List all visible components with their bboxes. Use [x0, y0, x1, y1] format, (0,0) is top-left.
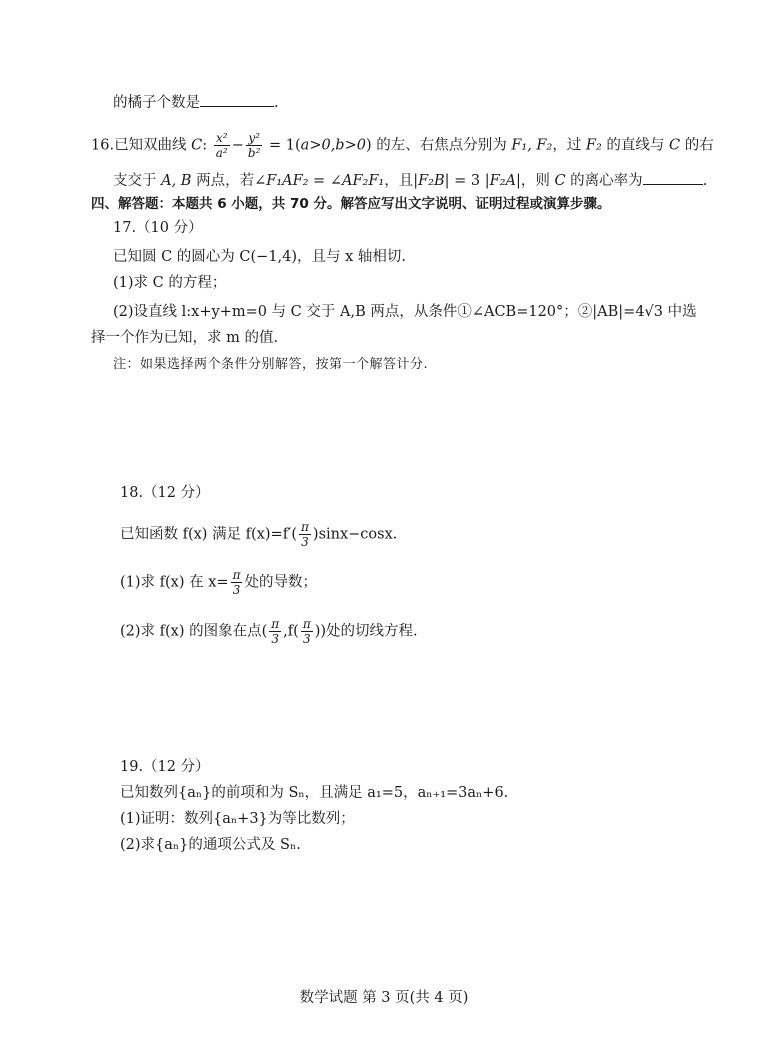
q19-part1: (1)证明：数列{aₙ+3}为等比数列；: [120, 811, 355, 827]
q16-line2: 支交于 A, B 两点，若∠F₁AF₂ = ∠AF₂F₁，且|F₂B| = 3 |F₂A|，则 C 的离心率为 .: [113, 170, 707, 191]
equation-eq: = 1: [264, 137, 295, 154]
q15-tail: 的橘子个数是 .: [113, 92, 279, 113]
fraction-pi-3: $\frac{\pi}{3}$: [301, 520, 309, 549]
answer-blank: [643, 170, 703, 185]
answer-blank: [200, 92, 274, 107]
q15-tail-text: 的橘子个数是: [113, 95, 200, 111]
q18-stem: 已知函数 f(x) 满足 f(x)=f′( $\frac{\pi}{3}$ )sinx−cosx.: [120, 520, 398, 549]
fraction-pi-3: $\frac{\pi}{3}$: [302, 617, 311, 646]
q18-part2: (2)求 f(x) 的图象在点( $\frac{\pi}{3}$ ,f( $\frac{\pi}{3}$ ))处的切线方程.: [120, 617, 418, 646]
q17-part2-cont: 择一个作为已知，求 m 的值.: [91, 330, 279, 346]
condition: a>0,b>0: [300, 137, 366, 154]
page-footer: 数学试题 第 3 页(共 4 页): [299, 990, 469, 1006]
q18-heading: 18.（12 分）: [120, 485, 210, 501]
q17-heading: 17.（10 分）: [113, 220, 203, 236]
q16-text-a: 已知双曲线: [114, 137, 192, 154]
math-c: C: [191, 137, 203, 154]
fraction-y2-b2: $\frac{\text{y²}}{\text{b²}}$: [247, 131, 261, 160]
q19-part2: (2)求{aₙ}的通项公式及 Sₙ.: [120, 837, 301, 853]
fraction-pi-3: $\frac{\pi}{3}$: [232, 568, 241, 597]
q17-part2: (2)设直线 l:x+y+m=0 与 C 交于 A,B 两点，从条件①∠ACB=120°；②|AB|=4√3 中选: [113, 304, 697, 320]
q16-line1: 16.已知双曲线 C: $\frac{\text{x²}}{\text{a²}}$ − $\frac{\text{y²}}{\text{b²}}$ = 1(a>0,b>0) 的左、右焦点分别为 F₁, F₂，过 F₂ 的直线与 C 的右: [91, 131, 714, 160]
fraction-x2-a2: $\frac{\text{x²}}{\text{a²}}$: [215, 131, 228, 160]
fraction-pi-3: $\frac{\pi}{3}$: [271, 617, 280, 646]
q17-stem: 已知圆 C 的圆心为 C(−1,4)，且与 x 轴相切.: [113, 249, 407, 265]
q19-stem: 已知数列{aₙ}的前项和为 Sₙ，且满足 a₁=5，aₙ₊₁=3aₙ+6.: [120, 785, 509, 801]
section-heading: 四、解答题：本题共 6 小题，共 70 分。解答应写出文字说明、证明过程或演算步骤。: [91, 196, 611, 212]
q16-number: 16.: [91, 137, 115, 154]
q17-part1: (1)求 C 的方程；: [113, 275, 227, 291]
q17-note: 注：如果选择两个条件分别解答，按第一个解答计分.: [113, 357, 429, 372]
q18-part1: (1)求 f(x) 在 x= $\frac{\pi}{3}$ 处的导数；: [120, 568, 317, 597]
q19-heading: 19.（12 分）: [120, 759, 210, 775]
